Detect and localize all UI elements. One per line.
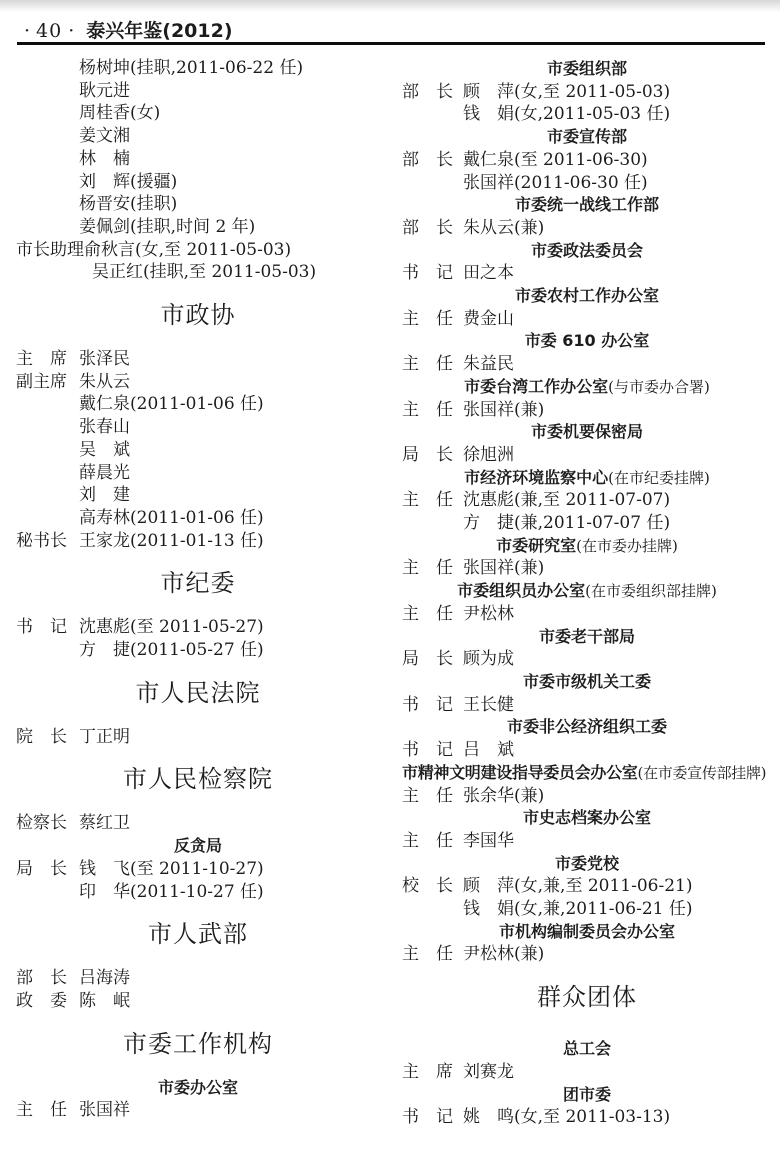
subsection-title: 市史志档案办公室 [522,808,651,828]
person-name: 张泽民 [79,349,130,370]
entry-row [16,462,380,485]
person-name: 戴仁泉(至 2011-06-30) [463,149,648,170]
person-name: 方 捷(2011-05-27 任) [79,640,264,661]
person-name: 顾 萍(女,至 2011-05-03) [463,81,671,102]
subsection-title: 市委非公经济组织工委 [506,717,667,737]
entry-row [16,726,380,749]
entry-row [16,57,380,80]
entry-row [402,149,772,172]
subsection-note: (在市委组织部挂牌) [585,582,717,601]
entry-row [16,371,380,394]
position-label: 市长助理 [16,239,84,260]
person-name: 姚 鸣(女,至 2011-03-13) [463,1107,671,1128]
entry-row [402,103,772,126]
scan-edge-top [0,0,780,12]
position-label: 部 长 [16,968,67,989]
entry-row [402,399,772,422]
position-label: 政 委 [16,990,67,1011]
person-name: 钱 娟(女,兼,2011-06-21 任) [463,899,693,920]
subsection-title: 市委老干部局 [538,626,635,646]
position-label: 主 任 [402,399,453,420]
position-label: 部 长 [402,217,453,238]
subsection-heading [402,1038,772,1061]
person-name: 耿元进 [79,80,130,101]
person-name: 刘 建 [79,485,130,506]
entry-row [16,1099,380,1122]
entry-row [16,439,380,462]
entry-row [402,898,772,921]
subsection-heading [402,240,772,263]
entry-row [16,812,380,835]
subsection-title: 市委 610 办公室 [524,331,650,351]
subsection-heading [16,835,380,858]
entry-row [402,81,772,104]
subsection-heading [16,1077,380,1100]
subsection-heading [402,126,772,149]
entry-row [16,507,380,530]
subsection-heading [402,58,772,81]
entry-row [402,444,772,467]
position-label: 校 长 [402,876,453,897]
book-title: 泰兴年鉴(2012) [86,20,233,42]
entry-row [16,80,380,103]
entry-row [402,830,772,853]
subsection-heading [402,421,772,444]
position-label: 主 任 [402,558,453,579]
entry-row [16,881,380,904]
subsection-heading [402,376,772,399]
person-name: 顾 萍(女,兼,至 2011-06-21) [463,876,693,897]
subsection-title: 市经济环境监察中心 [464,467,609,487]
subsection-heading [402,716,772,739]
subsection-title: 市委统一战线工作部 [514,195,659,215]
section-heading: 市人民法院 [135,678,261,707]
entry-row [402,875,772,898]
section-heading: 群众团体 [537,983,637,1012]
subsection-title: 市委机要保密局 [530,422,643,442]
entry-row [16,148,380,171]
subsection-note: (在市纪委挂牌) [608,468,710,487]
entry-row [402,353,772,376]
person-name: 尹松林(兼) [463,944,545,965]
section-heading: 市政协 [160,301,236,330]
subsection-heading [402,626,772,649]
section-heading: 市人武部 [148,920,248,949]
position-label: 主 任 [402,830,453,851]
person-name: 林 楠 [79,148,130,169]
person-name: 费金山 [463,308,514,329]
person-name: 沈惠彪(兼,至 2011-07-07) [463,490,671,511]
person-name: 王长健 [463,694,514,715]
position-label: 主 任 [402,603,453,624]
entry-row [402,694,772,717]
person-name: 李国华 [463,830,514,851]
entry-row [16,416,380,439]
entry-row [16,171,380,194]
entry-row [402,739,772,762]
person-name: 吴正红(挂职,至 2011-05-03) [92,262,317,283]
subsection-title: 市机构编制委员会办公室 [498,921,675,941]
person-name: 张国祥(兼) [463,399,545,420]
position-label: 书 记 [402,1107,453,1128]
person-name: 朱从云 [79,371,130,392]
entry-row [16,484,380,507]
person-name: 刘赛龙 [463,1061,514,1082]
subsection-title: 总工会 [562,1039,611,1059]
entry-row [16,967,380,990]
person-name: 俞秋言(女,至 2011-05-03) [84,239,292,260]
position-label: 主 任 [402,354,453,375]
position-label: 部 长 [402,81,453,102]
position-label: 检察长 [16,813,67,834]
entry-row [402,308,772,331]
page-header [18,20,233,42]
person-name: 钱 飞(至 2011-10-27) [79,858,264,879]
person-name: 张余华(兼) [463,785,545,806]
person-name: 朱从云(兼) [463,217,545,238]
person-name: 蔡红卫 [79,813,130,834]
entry-row [402,943,772,966]
subsection-heading [402,535,772,558]
subsection-title: 市精神文明建设指导委员会办公室 [402,762,638,782]
entry-row [16,639,380,662]
subsection-note: (在市委宣传部挂牌) [637,763,767,782]
subsection-title: 市委市级机关工委 [522,671,651,691]
entry-row [402,1106,772,1129]
person-name: 丁正明 [79,726,130,747]
person-name: 吕海涛 [79,968,130,989]
entry-row [402,512,772,535]
section-heading: 市委工作机构 [123,1029,273,1058]
entry-row [16,102,380,125]
position-label: 书 记 [402,263,453,284]
entry-row [16,216,380,239]
person-name: 薛晨光 [79,462,130,483]
subsection-title: 市委研究室 [496,535,577,555]
entry-row [16,858,380,881]
header-dot-right: · [68,20,75,42]
person-name: 沈惠彪(至 2011-05-27) [79,617,264,638]
subsection-heading [402,853,772,876]
subsection-title: 市委宣传部 [546,127,627,147]
subsection-title: 反贪局 [173,836,222,856]
position-label: 书 记 [402,740,453,761]
person-name: 徐旭洲 [463,444,514,465]
position-label: 主 席 [402,1061,453,1082]
subsection-heading [402,921,772,944]
subsection-title: 市委农村工作办公室 [514,286,659,306]
person-name: 方 捷(兼,2011-07-07 任) [463,513,671,534]
person-name: 吴 斌 [79,439,130,460]
person-name: 姜文湘 [79,126,130,147]
person-name: 姜佩剑(挂职,时间 2 年) [79,216,256,237]
entry-row [402,172,772,195]
person-name: 高寿林(2011-01-06 任) [79,507,264,528]
person-name: 钱 娟(女,2011-05-03 任) [463,104,671,125]
person-name: 王家龙(2011-01-13 任) [79,530,264,551]
entry-row [16,261,380,284]
subsection-title: 市委组织部 [546,59,627,78]
subsection-title: 市委政法委员会 [530,240,643,260]
person-name: 杨晋安(挂职) [79,194,178,215]
subsection-heading [402,330,772,353]
position-label: 局 长 [402,649,453,670]
subsection-note: (在市委办挂牌) [576,536,678,555]
entry-row [16,393,380,416]
entry-row [402,785,772,808]
entry-row [402,262,772,285]
person-name: 印 华(2011-10-27 任) [79,881,264,902]
person-name: 张国祥(兼) [463,558,545,579]
position-label: 秘书长 [16,530,67,551]
position-label: 主 任 [402,785,453,806]
right-column [392,58,772,1129]
person-name: 吕 斌 [463,740,514,761]
subsection-heading [402,807,772,830]
entry-row [16,193,380,216]
entry-row [402,557,772,580]
person-name: 朱益民 [463,354,514,375]
subsection-heading [402,467,772,490]
subsection-title: 市委党校 [554,853,619,873]
person-name: 陈 岷 [79,990,130,1011]
entry-row [402,489,772,512]
position-label: 局 长 [402,444,453,465]
section-heading: 市人民检察院 [123,765,273,794]
entry-row [402,648,772,671]
position-label: 副主席 [16,371,67,392]
position-label: 部 长 [402,149,453,170]
subsection-title: 团市委 [562,1084,611,1104]
subsection-title: 市委台湾工作办公室 [464,376,609,396]
position-label: 主 席 [16,349,67,370]
subsection-heading [402,580,772,603]
left-column [10,57,380,1122]
subsection-heading [402,1084,772,1107]
entry-row [16,616,380,639]
person-name: 周桂香(女) [79,103,161,124]
position-label: 书 记 [16,617,67,638]
position-label: 局 长 [16,858,67,879]
page-number: 40 [36,20,63,42]
subsection-heading [402,671,772,694]
person-name: 尹松林 [463,603,514,624]
subsection-note: (与市委办合署) [608,377,710,396]
entry-row [402,1061,772,1084]
position-label: 主 任 [402,308,453,329]
entry-row [16,348,380,371]
person-name: 张国祥(2011-06-30 任) [463,172,648,193]
header-rule [17,42,765,45]
section-heading: 市纪委 [160,569,236,598]
person-name: 顾为成 [463,649,514,670]
subsection-heading [402,762,772,785]
position-label: 主 任 [402,944,453,965]
person-name: 杨树坤(挂职,2011-06-22 任) [79,58,304,78]
position-label: 主 任 [402,490,453,511]
entry-row [16,990,380,1013]
entry-row [16,530,380,553]
header-dot-left: · [24,20,31,42]
person-name: 田之本 [463,263,514,284]
entry-row [402,603,772,626]
subsection-heading [402,285,772,308]
entry-row [402,217,772,240]
person-name: 戴仁泉(2011-01-06 任) [79,394,264,415]
entry-row [16,239,380,262]
person-name: 张国祥 [79,1100,130,1121]
entry-row [16,125,380,148]
subsection-title: 市委组织员办公室 [457,581,586,601]
position-label: 书 记 [402,694,453,715]
position-label: 主 任 [16,1100,67,1121]
person-name: 张春山 [79,417,130,438]
subsection-title: 市委办公室 [157,1077,238,1097]
person-name: 刘 辉(援疆) [79,171,178,192]
subsection-heading [402,194,772,217]
position-label: 院 长 [16,726,67,747]
